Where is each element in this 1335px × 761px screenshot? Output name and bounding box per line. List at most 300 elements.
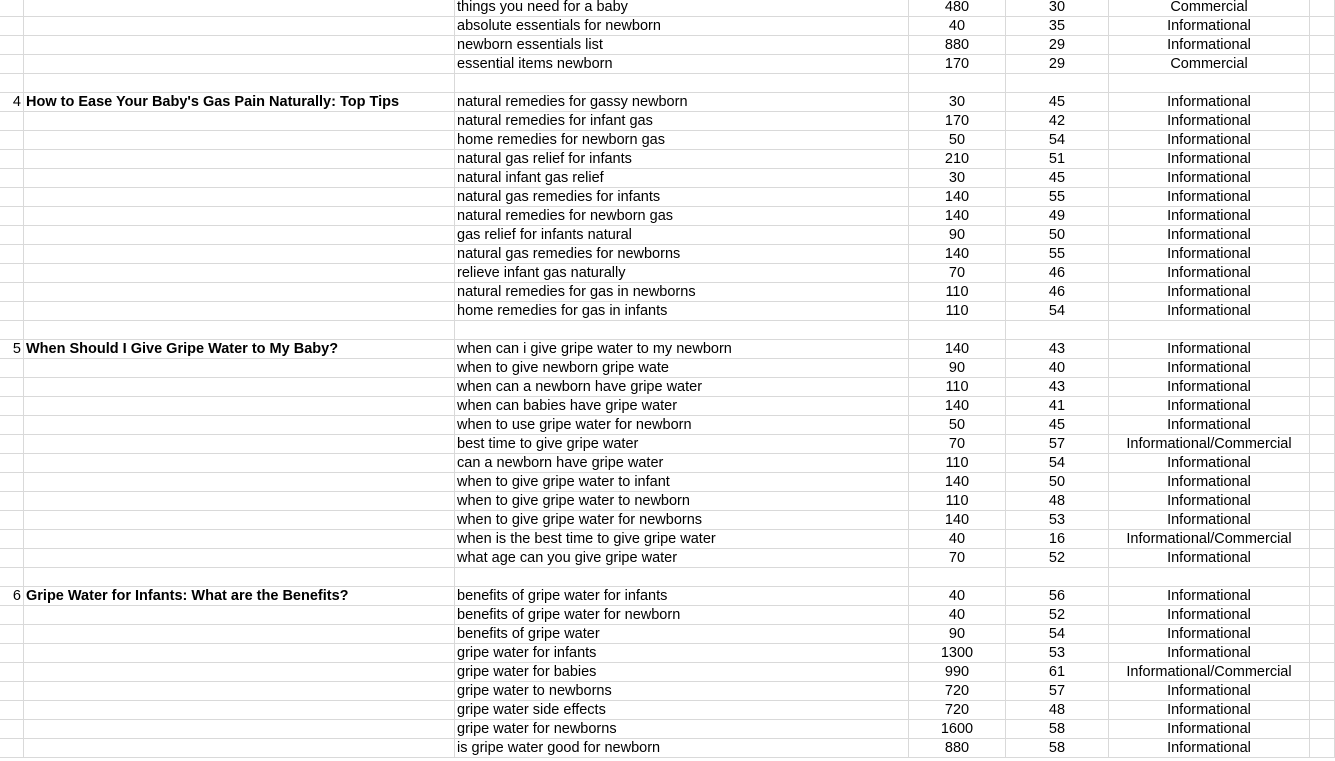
cell-article-title[interactable] bbox=[24, 321, 455, 339]
cell-search-volume[interactable]: 990 bbox=[909, 663, 1006, 681]
cell-search-volume[interactable]: 40 bbox=[909, 587, 1006, 605]
cell-search-intent[interactable]: Informational bbox=[1109, 359, 1310, 377]
cell-keyword-difficulty[interactable]: 56 bbox=[1006, 587, 1109, 605]
table-row bbox=[0, 739, 1335, 758]
cell-article-title[interactable] bbox=[24, 150, 455, 168]
cell-search-volume[interactable]: 1300 bbox=[909, 644, 1006, 662]
table-row bbox=[0, 169, 1335, 188]
cell-keyword[interactable]: when to give gripe water for newborns bbox=[455, 511, 909, 529]
cell-article-number[interactable]: 4 bbox=[0, 93, 24, 111]
cell-article-title[interactable] bbox=[24, 264, 455, 282]
cell-empty[interactable] bbox=[1310, 720, 1335, 738]
cell-keyword[interactable]: newborn essentials list bbox=[455, 36, 909, 54]
cell-search-intent[interactable]: Informational bbox=[1109, 340, 1310, 358]
cell-article-title[interactable] bbox=[24, 720, 455, 738]
cell-empty[interactable] bbox=[1310, 93, 1335, 111]
cell-article-number[interactable]: 5 bbox=[0, 340, 24, 358]
cell-search-intent[interactable]: Commercial bbox=[1109, 0, 1310, 16]
cell-search-volume[interactable]: 110 bbox=[909, 492, 1006, 510]
cell-keyword[interactable]: natural gas remedies for infants bbox=[455, 188, 909, 206]
cell-keyword[interactable]: when can a newborn have gripe water bbox=[455, 378, 909, 396]
cell-empty[interactable] bbox=[1310, 36, 1335, 54]
cell-search-volume[interactable]: 50 bbox=[909, 131, 1006, 149]
cell-keyword[interactable] bbox=[455, 74, 909, 92]
cell-empty[interactable] bbox=[1310, 435, 1335, 453]
cell-search-volume[interactable]: 110 bbox=[909, 454, 1006, 472]
cell-search-intent[interactable]: Informational bbox=[1109, 131, 1310, 149]
table-row bbox=[0, 701, 1335, 720]
cell-search-intent[interactable]: Informational bbox=[1109, 207, 1310, 225]
cell-keyword[interactable]: can a newborn have gripe water bbox=[455, 454, 909, 472]
cell-empty[interactable] bbox=[1310, 454, 1335, 472]
cell-article-title[interactable] bbox=[24, 0, 455, 16]
cell-article-number[interactable] bbox=[0, 606, 24, 624]
table-row bbox=[0, 492, 1335, 511]
cell-keyword-difficulty[interactable]: 16 bbox=[1006, 530, 1109, 548]
cell-search-volume[interactable]: 140 bbox=[909, 207, 1006, 225]
cell-search-intent[interactable]: Informational bbox=[1109, 454, 1310, 472]
cell-keyword[interactable]: natural remedies for infant gas bbox=[455, 112, 909, 130]
cell-keyword[interactable]: gripe water for infants bbox=[455, 644, 909, 662]
table-row bbox=[0, 131, 1335, 150]
cell-keyword[interactable]: when to use gripe water for newborn bbox=[455, 416, 909, 434]
cell-search-intent[interactable]: Informational/Commercial bbox=[1109, 663, 1310, 681]
cell-search-volume[interactable] bbox=[909, 321, 1006, 339]
cell-keyword[interactable]: when is the best time to give gripe water bbox=[455, 530, 909, 548]
cell-article-title[interactable] bbox=[24, 416, 455, 434]
cell-keyword-difficulty[interactable]: 54 bbox=[1006, 302, 1109, 320]
cell-article-number[interactable] bbox=[0, 55, 24, 73]
cell-article-title[interactable] bbox=[24, 245, 455, 263]
cell-empty[interactable] bbox=[1310, 264, 1335, 282]
cell-keyword-difficulty[interactable]: 55 bbox=[1006, 188, 1109, 206]
cell-empty[interactable] bbox=[1310, 644, 1335, 662]
table-row bbox=[0, 74, 1335, 93]
cell-search-volume[interactable] bbox=[909, 568, 1006, 586]
cell-article-number[interactable] bbox=[0, 378, 24, 396]
cell-search-intent[interactable]: Informational bbox=[1109, 378, 1310, 396]
cell-article-title[interactable] bbox=[24, 188, 455, 206]
cell-article-number[interactable] bbox=[0, 74, 24, 92]
cell-empty[interactable] bbox=[1310, 55, 1335, 73]
cell-keyword-difficulty[interactable]: 29 bbox=[1006, 55, 1109, 73]
table-row bbox=[0, 226, 1335, 245]
cell-empty[interactable] bbox=[1310, 226, 1335, 244]
cell-empty[interactable] bbox=[1310, 606, 1335, 624]
cell-empty[interactable] bbox=[1310, 150, 1335, 168]
cell-empty[interactable] bbox=[1310, 207, 1335, 225]
table-row bbox=[0, 416, 1335, 435]
cell-keyword-difficulty[interactable]: 53 bbox=[1006, 511, 1109, 529]
cell-article-number[interactable] bbox=[0, 549, 24, 567]
cell-keyword-difficulty[interactable]: 46 bbox=[1006, 283, 1109, 301]
cell-search-intent[interactable]: Informational bbox=[1109, 701, 1310, 719]
table-row bbox=[0, 625, 1335, 644]
cell-article-number[interactable] bbox=[0, 359, 24, 377]
cell-article-number[interactable] bbox=[0, 226, 24, 244]
cell-empty[interactable] bbox=[1310, 682, 1335, 700]
cell-article-title[interactable]: How to Ease Your Baby's Gas Pain Naturally: Top Tips bbox=[24, 93, 455, 111]
cell-article-title[interactable] bbox=[24, 625, 455, 643]
cell-search-intent[interactable]: Informational bbox=[1109, 511, 1310, 529]
cell-keyword[interactable]: best time to give gripe water bbox=[455, 435, 909, 453]
cell-article-number[interactable] bbox=[0, 435, 24, 453]
cell-search-volume[interactable]: 720 bbox=[909, 682, 1006, 700]
cell-search-volume[interactable]: 210 bbox=[909, 150, 1006, 168]
cell-keyword[interactable]: is gripe water good for newborn bbox=[455, 739, 909, 757]
cell-article-title[interactable] bbox=[24, 473, 455, 491]
table-row bbox=[0, 530, 1335, 549]
cell-search-intent[interactable]: Informational bbox=[1109, 245, 1310, 263]
cell-empty[interactable] bbox=[1310, 378, 1335, 396]
cell-keyword[interactable]: when can babies have gripe water bbox=[455, 397, 909, 415]
cell-article-title[interactable] bbox=[24, 663, 455, 681]
cell-keyword[interactable]: benefits of gripe water for infants bbox=[455, 587, 909, 605]
cell-keyword-difficulty[interactable]: 52 bbox=[1006, 606, 1109, 624]
cell-keyword[interactable]: natural remedies for gas in newborns bbox=[455, 283, 909, 301]
cell-search-volume[interactable]: 70 bbox=[909, 549, 1006, 567]
cell-keyword-difficulty[interactable]: 50 bbox=[1006, 473, 1109, 491]
cell-search-intent[interactable]: Informational bbox=[1109, 283, 1310, 301]
cell-article-title[interactable] bbox=[24, 397, 455, 415]
cell-search-intent[interactable]: Informational bbox=[1109, 17, 1310, 35]
cell-keyword[interactable]: when can i give gripe water to my newborn bbox=[455, 340, 909, 358]
cell-keyword[interactable]: natural remedies for newborn gas bbox=[455, 207, 909, 225]
cell-keyword-difficulty[interactable]: 45 bbox=[1006, 93, 1109, 111]
cell-empty[interactable] bbox=[1310, 17, 1335, 35]
cell-article-title[interactable]: When Should I Give Gripe Water to My Baby? bbox=[24, 340, 455, 358]
cell-keyword-difficulty[interactable]: 48 bbox=[1006, 492, 1109, 510]
cell-search-intent[interactable]: Informational/Commercial bbox=[1109, 530, 1310, 548]
cell-search-volume[interactable]: 70 bbox=[909, 435, 1006, 453]
cell-article-title[interactable] bbox=[24, 36, 455, 54]
cell-keyword[interactable]: gripe water side effects bbox=[455, 701, 909, 719]
cell-keyword-difficulty[interactable]: 30 bbox=[1006, 0, 1109, 16]
cell-empty[interactable] bbox=[1310, 169, 1335, 187]
cell-search-volume[interactable]: 40 bbox=[909, 606, 1006, 624]
cell-article-title[interactable] bbox=[24, 112, 455, 130]
cell-search-intent[interactable]: Informational bbox=[1109, 150, 1310, 168]
cell-article-title[interactable] bbox=[24, 17, 455, 35]
cell-article-number[interactable] bbox=[0, 416, 24, 434]
cell-article-number[interactable] bbox=[0, 682, 24, 700]
cell-article-title[interactable] bbox=[24, 207, 455, 225]
cell-article-number[interactable] bbox=[0, 644, 24, 662]
cell-keyword[interactable]: natural gas relief for infants bbox=[455, 150, 909, 168]
cell-search-volume[interactable]: 90 bbox=[909, 359, 1006, 377]
cell-article-title[interactable] bbox=[24, 644, 455, 662]
cell-search-intent[interactable]: Informational bbox=[1109, 112, 1310, 130]
cell-empty[interactable] bbox=[1310, 739, 1335, 757]
cell-empty[interactable] bbox=[1310, 416, 1335, 434]
cell-article-number[interactable] bbox=[0, 511, 24, 529]
cell-keyword[interactable]: gripe water for babies bbox=[455, 663, 909, 681]
cell-search-intent[interactable]: Informational bbox=[1109, 416, 1310, 434]
cell-search-intent[interactable] bbox=[1109, 321, 1310, 339]
cell-article-title[interactable] bbox=[24, 701, 455, 719]
cell-article-title[interactable] bbox=[24, 131, 455, 149]
cell-empty[interactable] bbox=[1310, 701, 1335, 719]
cell-empty[interactable] bbox=[1310, 530, 1335, 548]
cell-keyword[interactable]: when to give gripe water to infant bbox=[455, 473, 909, 491]
cell-article-title[interactable] bbox=[24, 454, 455, 472]
cell-article-number[interactable] bbox=[0, 530, 24, 548]
table-row bbox=[0, 188, 1335, 207]
cell-empty[interactable] bbox=[1310, 302, 1335, 320]
cell-keyword-difficulty[interactable]: 51 bbox=[1006, 150, 1109, 168]
cell-keyword[interactable]: home remedies for gas in infants bbox=[455, 302, 909, 320]
cell-article-title[interactable] bbox=[24, 302, 455, 320]
cell-search-intent[interactable]: Informational bbox=[1109, 226, 1310, 244]
cell-empty[interactable] bbox=[1310, 473, 1335, 491]
cell-keyword-difficulty[interactable]: 43 bbox=[1006, 378, 1109, 396]
cell-empty[interactable] bbox=[1310, 549, 1335, 567]
cell-keyword-difficulty[interactable]: 54 bbox=[1006, 131, 1109, 149]
cell-article-number[interactable] bbox=[0, 321, 24, 339]
cell-search-intent[interactable]: Commercial bbox=[1109, 55, 1310, 73]
cell-article-title[interactable] bbox=[24, 74, 455, 92]
cell-article-title[interactable] bbox=[24, 549, 455, 567]
cell-search-intent[interactable]: Informational bbox=[1109, 93, 1310, 111]
cell-search-volume[interactable]: 880 bbox=[909, 739, 1006, 757]
cell-keyword[interactable]: benefits of gripe water for newborn bbox=[455, 606, 909, 624]
cell-search-volume[interactable]: 110 bbox=[909, 302, 1006, 320]
cell-search-volume[interactable]: 90 bbox=[909, 226, 1006, 244]
cell-article-title[interactable] bbox=[24, 606, 455, 624]
cell-search-intent[interactable]: Informational bbox=[1109, 587, 1310, 605]
cell-search-volume[interactable]: 90 bbox=[909, 625, 1006, 643]
cell-empty[interactable] bbox=[1310, 340, 1335, 358]
table-row bbox=[0, 264, 1335, 283]
cell-empty[interactable] bbox=[1310, 245, 1335, 263]
table-row bbox=[0, 663, 1335, 682]
cell-keyword-difficulty[interactable]: 46 bbox=[1006, 264, 1109, 282]
cell-search-volume[interactable]: 720 bbox=[909, 701, 1006, 719]
cell-keyword-difficulty[interactable]: 58 bbox=[1006, 739, 1109, 757]
cell-article-title[interactable] bbox=[24, 530, 455, 548]
cell-keyword-difficulty[interactable]: 29 bbox=[1006, 36, 1109, 54]
cell-keyword[interactable]: what age can you give gripe water bbox=[455, 549, 909, 567]
cell-keyword-difficulty[interactable]: 61 bbox=[1006, 663, 1109, 681]
cell-keyword[interactable]: absolute essentials for newborn bbox=[455, 17, 909, 35]
cell-search-volume[interactable]: 50 bbox=[909, 416, 1006, 434]
cell-search-intent[interactable] bbox=[1109, 568, 1310, 586]
cell-keyword-difficulty[interactable]: 45 bbox=[1006, 169, 1109, 187]
cell-article-number[interactable] bbox=[0, 283, 24, 301]
cell-article-number[interactable] bbox=[0, 625, 24, 643]
table-row bbox=[0, 150, 1335, 169]
cell-keyword-difficulty[interactable]: 57 bbox=[1006, 435, 1109, 453]
cell-empty[interactable] bbox=[1310, 663, 1335, 681]
cell-article-title[interactable] bbox=[24, 169, 455, 187]
cell-article-title[interactable] bbox=[24, 682, 455, 700]
cell-keyword[interactable]: when to give gripe water to newborn bbox=[455, 492, 909, 510]
cell-keyword-difficulty[interactable]: 49 bbox=[1006, 207, 1109, 225]
cell-article-title[interactable] bbox=[24, 511, 455, 529]
cell-keyword-difficulty[interactable]: 48 bbox=[1006, 701, 1109, 719]
cell-article-number[interactable] bbox=[0, 17, 24, 35]
table-row bbox=[0, 454, 1335, 473]
cell-search-volume[interactable]: 170 bbox=[909, 55, 1006, 73]
cell-keyword-difficulty[interactable]: 58 bbox=[1006, 720, 1109, 738]
cell-article-number[interactable] bbox=[0, 150, 24, 168]
cell-search-intent[interactable]: Informational bbox=[1109, 606, 1310, 624]
cell-article-number[interactable] bbox=[0, 264, 24, 282]
cell-keyword[interactable]: essential items newborn bbox=[455, 55, 909, 73]
cell-article-title[interactable] bbox=[24, 55, 455, 73]
cell-keyword[interactable]: home remedies for newborn gas bbox=[455, 131, 909, 149]
cell-search-volume[interactable] bbox=[909, 74, 1006, 92]
cell-article-number[interactable] bbox=[0, 454, 24, 472]
cell-empty[interactable] bbox=[1310, 321, 1335, 339]
cell-keyword[interactable]: gas relief for infants natural bbox=[455, 226, 909, 244]
cell-article-number[interactable] bbox=[0, 207, 24, 225]
cell-article-number[interactable] bbox=[0, 302, 24, 320]
cell-empty[interactable] bbox=[1310, 359, 1335, 377]
cell-keyword-difficulty[interactable]: 40 bbox=[1006, 359, 1109, 377]
cell-keyword[interactable]: gripe water for newborns bbox=[455, 720, 909, 738]
cell-search-volume[interactable]: 140 bbox=[909, 397, 1006, 415]
cell-article-number[interactable] bbox=[0, 701, 24, 719]
cell-search-intent[interactable]: Informational bbox=[1109, 720, 1310, 738]
table-row bbox=[0, 207, 1335, 226]
cell-keyword-difficulty[interactable] bbox=[1006, 74, 1109, 92]
cell-empty[interactable] bbox=[1310, 74, 1335, 92]
cell-search-volume[interactable]: 110 bbox=[909, 283, 1006, 301]
cell-search-intent[interactable]: Informational bbox=[1109, 264, 1310, 282]
cell-search-volume[interactable]: 480 bbox=[909, 0, 1006, 16]
cell-keyword-difficulty[interactable]: 50 bbox=[1006, 226, 1109, 244]
cell-search-volume[interactable]: 140 bbox=[909, 245, 1006, 263]
cell-article-title[interactable] bbox=[24, 283, 455, 301]
cell-article-number[interactable] bbox=[0, 112, 24, 130]
cell-keyword[interactable]: natural infant gas relief bbox=[455, 169, 909, 187]
cell-keyword[interactable]: when to give newborn gripe wate bbox=[455, 359, 909, 377]
cell-article-title[interactable] bbox=[24, 359, 455, 377]
cell-keyword-difficulty[interactable]: 54 bbox=[1006, 625, 1109, 643]
cell-search-volume[interactable]: 30 bbox=[909, 169, 1006, 187]
cell-search-intent[interactable]: Informational/Commercial bbox=[1109, 435, 1310, 453]
cell-keyword[interactable] bbox=[455, 568, 909, 586]
cell-keyword-difficulty[interactable]: 57 bbox=[1006, 682, 1109, 700]
cell-search-volume[interactable]: 30 bbox=[909, 93, 1006, 111]
cell-empty[interactable] bbox=[1310, 112, 1335, 130]
cell-article-number[interactable] bbox=[0, 568, 24, 586]
cell-empty[interactable] bbox=[1310, 511, 1335, 529]
cell-keyword[interactable]: relieve infant gas naturally bbox=[455, 264, 909, 282]
cell-search-intent[interactable]: Informational bbox=[1109, 302, 1310, 320]
cell-search-intent[interactable]: Informational bbox=[1109, 397, 1310, 415]
cell-empty[interactable] bbox=[1310, 492, 1335, 510]
cell-search-volume[interactable]: 140 bbox=[909, 188, 1006, 206]
cell-keyword-difficulty[interactable]: 35 bbox=[1006, 17, 1109, 35]
cell-search-volume[interactable]: 40 bbox=[909, 17, 1006, 35]
cell-search-intent[interactable]: Informational bbox=[1109, 188, 1310, 206]
cell-search-intent[interactable]: Informational bbox=[1109, 36, 1310, 54]
cell-article-title[interactable] bbox=[24, 739, 455, 757]
cell-keyword-difficulty[interactable]: 54 bbox=[1006, 454, 1109, 472]
cell-article-title[interactable] bbox=[24, 492, 455, 510]
cell-search-volume[interactable]: 880 bbox=[909, 36, 1006, 54]
cell-keyword[interactable]: natural gas remedies for newborns bbox=[455, 245, 909, 263]
cell-search-intent[interactable]: Informational bbox=[1109, 492, 1310, 510]
cell-article-title[interactable] bbox=[24, 435, 455, 453]
cell-article-number[interactable] bbox=[0, 169, 24, 187]
cell-article-number[interactable] bbox=[0, 663, 24, 681]
cell-empty[interactable] bbox=[1310, 568, 1335, 586]
cell-keyword-difficulty[interactable] bbox=[1006, 321, 1109, 339]
cell-empty[interactable] bbox=[1310, 625, 1335, 643]
cell-keyword-difficulty[interactable]: 41 bbox=[1006, 397, 1109, 415]
cell-article-title[interactable]: Gripe Water for Infants: What are the Benefits? bbox=[24, 587, 455, 605]
table-row bbox=[0, 435, 1335, 454]
cell-empty[interactable] bbox=[1310, 397, 1335, 415]
cell-keyword-difficulty[interactable]: 42 bbox=[1006, 112, 1109, 130]
cell-article-number[interactable] bbox=[0, 131, 24, 149]
table-row bbox=[0, 340, 1335, 359]
cell-article-title[interactable] bbox=[24, 226, 455, 244]
cell-article-number[interactable] bbox=[0, 492, 24, 510]
cell-search-volume[interactable]: 140 bbox=[909, 473, 1006, 491]
table-row bbox=[0, 55, 1335, 74]
cell-search-volume[interactable]: 1600 bbox=[909, 720, 1006, 738]
cell-article-number[interactable] bbox=[0, 720, 24, 738]
cell-article-title[interactable] bbox=[24, 568, 455, 586]
cell-search-intent[interactable]: Informational bbox=[1109, 625, 1310, 643]
cell-article-number[interactable] bbox=[0, 397, 24, 415]
cell-search-volume[interactable]: 40 bbox=[909, 530, 1006, 548]
cell-empty[interactable] bbox=[1310, 188, 1335, 206]
cell-empty[interactable] bbox=[1310, 587, 1335, 605]
cell-article-number[interactable] bbox=[0, 739, 24, 757]
cell-article-title[interactable] bbox=[24, 378, 455, 396]
cell-keyword[interactable]: gripe water to newborns bbox=[455, 682, 909, 700]
cell-search-volume[interactable]: 140 bbox=[909, 511, 1006, 529]
cell-keyword-difficulty[interactable]: 53 bbox=[1006, 644, 1109, 662]
cell-keyword[interactable] bbox=[455, 321, 909, 339]
cell-search-intent[interactable]: Informational bbox=[1109, 644, 1310, 662]
cell-search-intent[interactable]: Informational bbox=[1109, 739, 1310, 757]
cell-article-number[interactable] bbox=[0, 188, 24, 206]
cell-article-number[interactable]: 6 bbox=[0, 587, 24, 605]
cell-keyword[interactable]: benefits of gripe water bbox=[455, 625, 909, 643]
cell-search-volume[interactable]: 170 bbox=[909, 112, 1006, 130]
cell-keyword[interactable]: natural remedies for gassy newborn bbox=[455, 93, 909, 111]
cell-empty[interactable] bbox=[1310, 131, 1335, 149]
cell-keyword[interactable]: things you need for a baby bbox=[455, 0, 909, 16]
cell-article-number[interactable] bbox=[0, 473, 24, 491]
cell-search-volume[interactable]: 70 bbox=[909, 264, 1006, 282]
cell-search-volume[interactable]: 140 bbox=[909, 340, 1006, 358]
cell-keyword-difficulty[interactable] bbox=[1006, 568, 1109, 586]
cell-empty[interactable] bbox=[1310, 0, 1335, 16]
cell-keyword-difficulty[interactable]: 43 bbox=[1006, 340, 1109, 358]
cell-search-volume[interactable]: 110 bbox=[909, 378, 1006, 396]
cell-keyword-difficulty[interactable]: 55 bbox=[1006, 245, 1109, 263]
cell-search-intent[interactable]: Informational bbox=[1109, 473, 1310, 491]
cell-search-intent[interactable] bbox=[1109, 74, 1310, 92]
cell-empty[interactable] bbox=[1310, 283, 1335, 301]
cell-article-number[interactable] bbox=[0, 245, 24, 263]
cell-article-number[interactable] bbox=[0, 36, 24, 54]
cell-article-number[interactable] bbox=[0, 0, 24, 16]
table-row bbox=[0, 283, 1335, 302]
cell-keyword-difficulty[interactable]: 52 bbox=[1006, 549, 1109, 567]
cell-search-intent[interactable]: Informational bbox=[1109, 549, 1310, 567]
cell-search-intent[interactable]: Informational bbox=[1109, 682, 1310, 700]
cell-keyword-difficulty[interactable]: 45 bbox=[1006, 416, 1109, 434]
cell-search-intent[interactable]: Informational bbox=[1109, 169, 1310, 187]
